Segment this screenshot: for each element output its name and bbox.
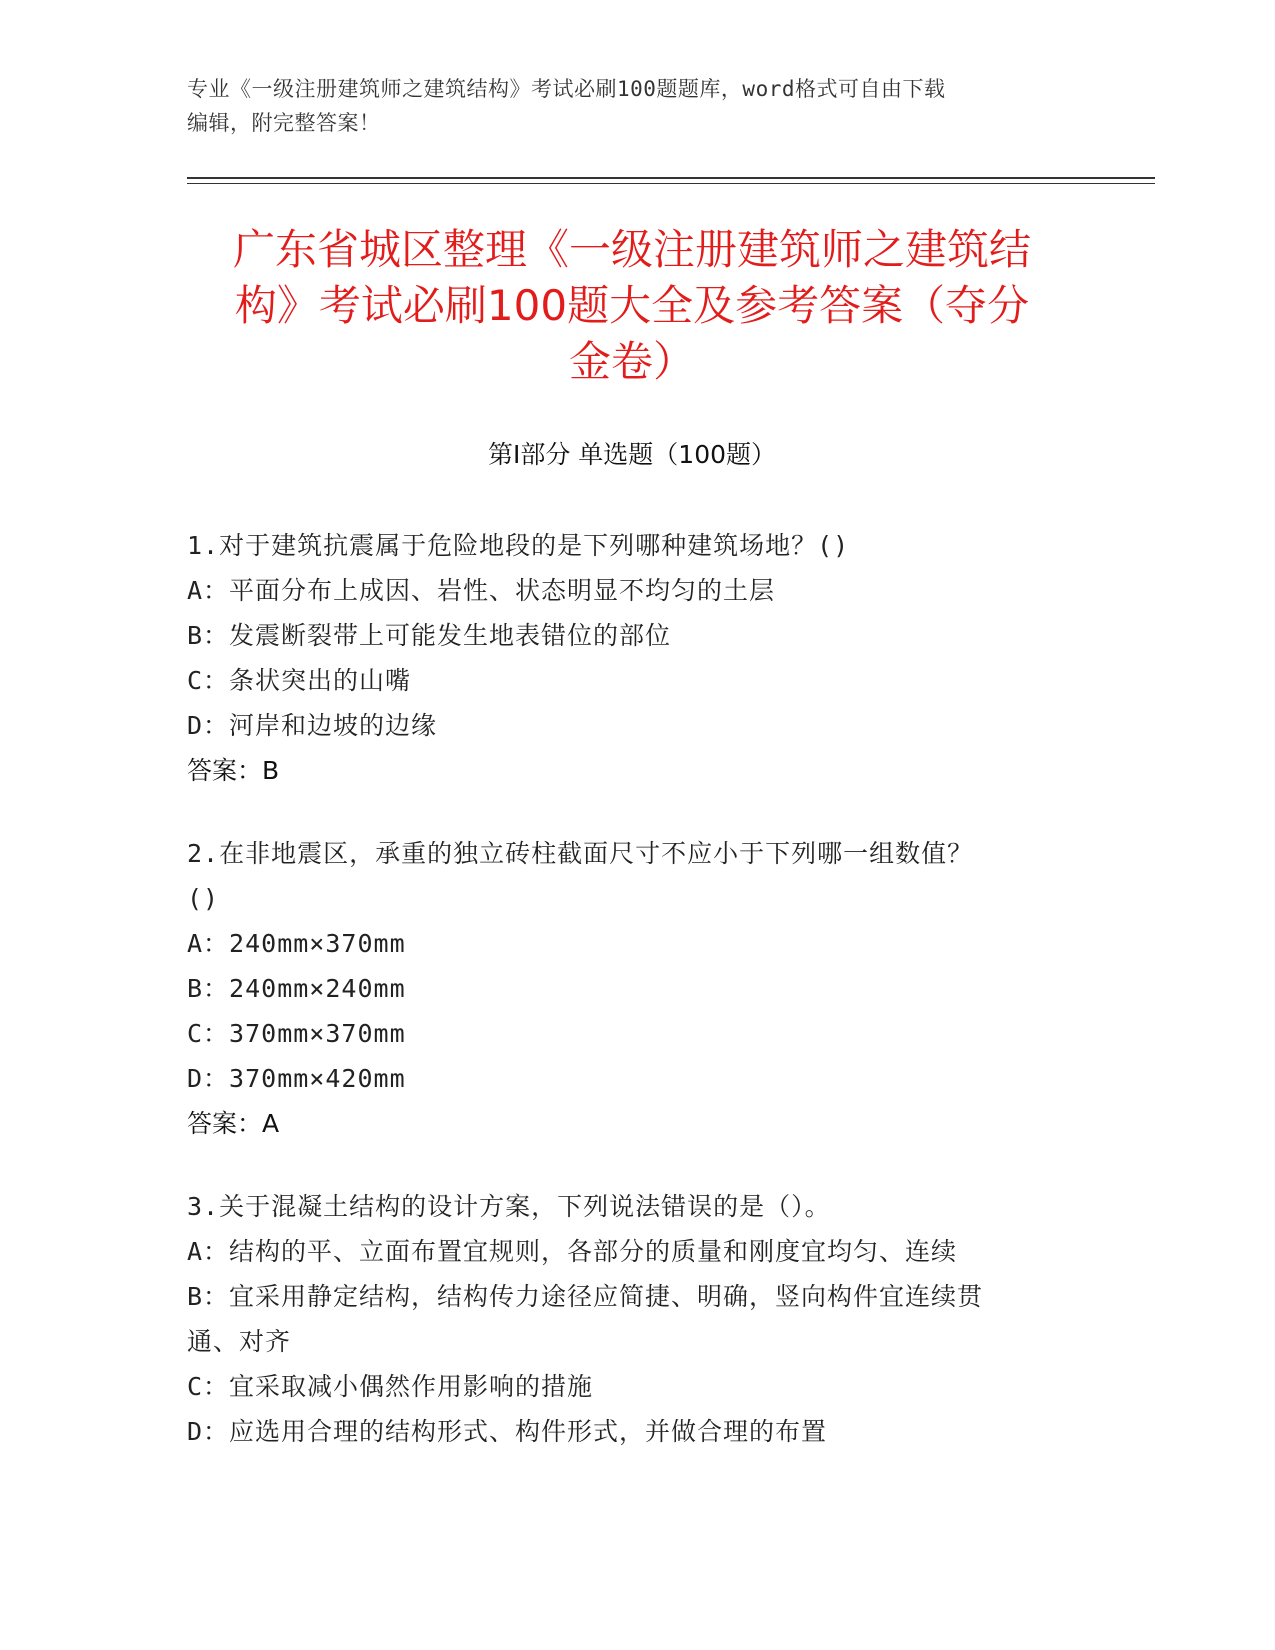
title-line-2: 构》考试必刷100题大全及参考答案（夺分 <box>234 281 1030 330</box>
option-b: B：宜采用静定结构，结构传力途径应简捷、明确，竖向构件宜连续贯 <box>187 1282 984 1311</box>
option-b: B：发震断裂带上可能发生地表错位的部位 <box>187 621 672 650</box>
option-c: C：宜采取减小偶然作用影响的措施 <box>187 1372 594 1401</box>
option-d: D：370mm×420mm <box>187 1064 406 1093</box>
header-divider-thick <box>187 177 1155 179</box>
header-divider-thin <box>187 183 1155 184</box>
question-3 <box>187 1184 1077 1454</box>
option-b: B：240mm×240mm <box>187 974 406 1003</box>
document-title <box>187 222 1077 390</box>
title-line-3: 金卷） <box>568 337 695 386</box>
question-stem-continued: () <box>187 884 220 913</box>
answer: 答案：A <box>187 1109 280 1138</box>
option-a: A：240mm×370mm <box>187 929 406 958</box>
option-d: D：河岸和边坡的边缘 <box>187 711 438 740</box>
answer: 答案：B <box>187 756 280 785</box>
header-note-line-1: 专业《一级注册建筑师之建筑结构》考试必刷100题题库，word格式可自由下载 <box>187 77 946 101</box>
header-note-line-2: 编辑，附完整答案！ <box>187 111 381 135</box>
option-d: D：应选用合理的结构形式、构件形式，并做合理的布置 <box>187 1417 828 1446</box>
question-stem: 2.在非地震区，承重的独立砖柱截面尺寸不应小于下列哪一组数值？ <box>187 839 974 868</box>
option-c: C：370mm×370mm <box>187 1019 406 1048</box>
question-list <box>187 523 1077 1492</box>
option-b-continued: 通、对齐 <box>187 1327 292 1356</box>
title-line-1: 广东省城区整理《一级注册建筑师之建筑结 <box>232 225 1031 274</box>
question-stem: 1.对于建筑抗震属于危险地段的是下列哪种建筑场地？() <box>187 531 850 560</box>
option-a: A：平面分布上成因、岩性、状态明显不均匀的土层 <box>187 576 776 605</box>
option-a: A：结构的平、立面布置宜规则，各部分的质量和刚度宜均匀、连续 <box>187 1237 958 1266</box>
question-1 <box>187 523 1077 793</box>
header-note <box>187 72 1077 140</box>
question-stem: 3.关于混凝土结构的设计方案，下列说法错误的是（）。 <box>187 1192 831 1221</box>
question-2 <box>187 831 1077 1146</box>
section-heading: 第I部分 单选题（100题） <box>487 440 777 469</box>
option-c: C：条状突出的山嘴 <box>187 666 412 695</box>
